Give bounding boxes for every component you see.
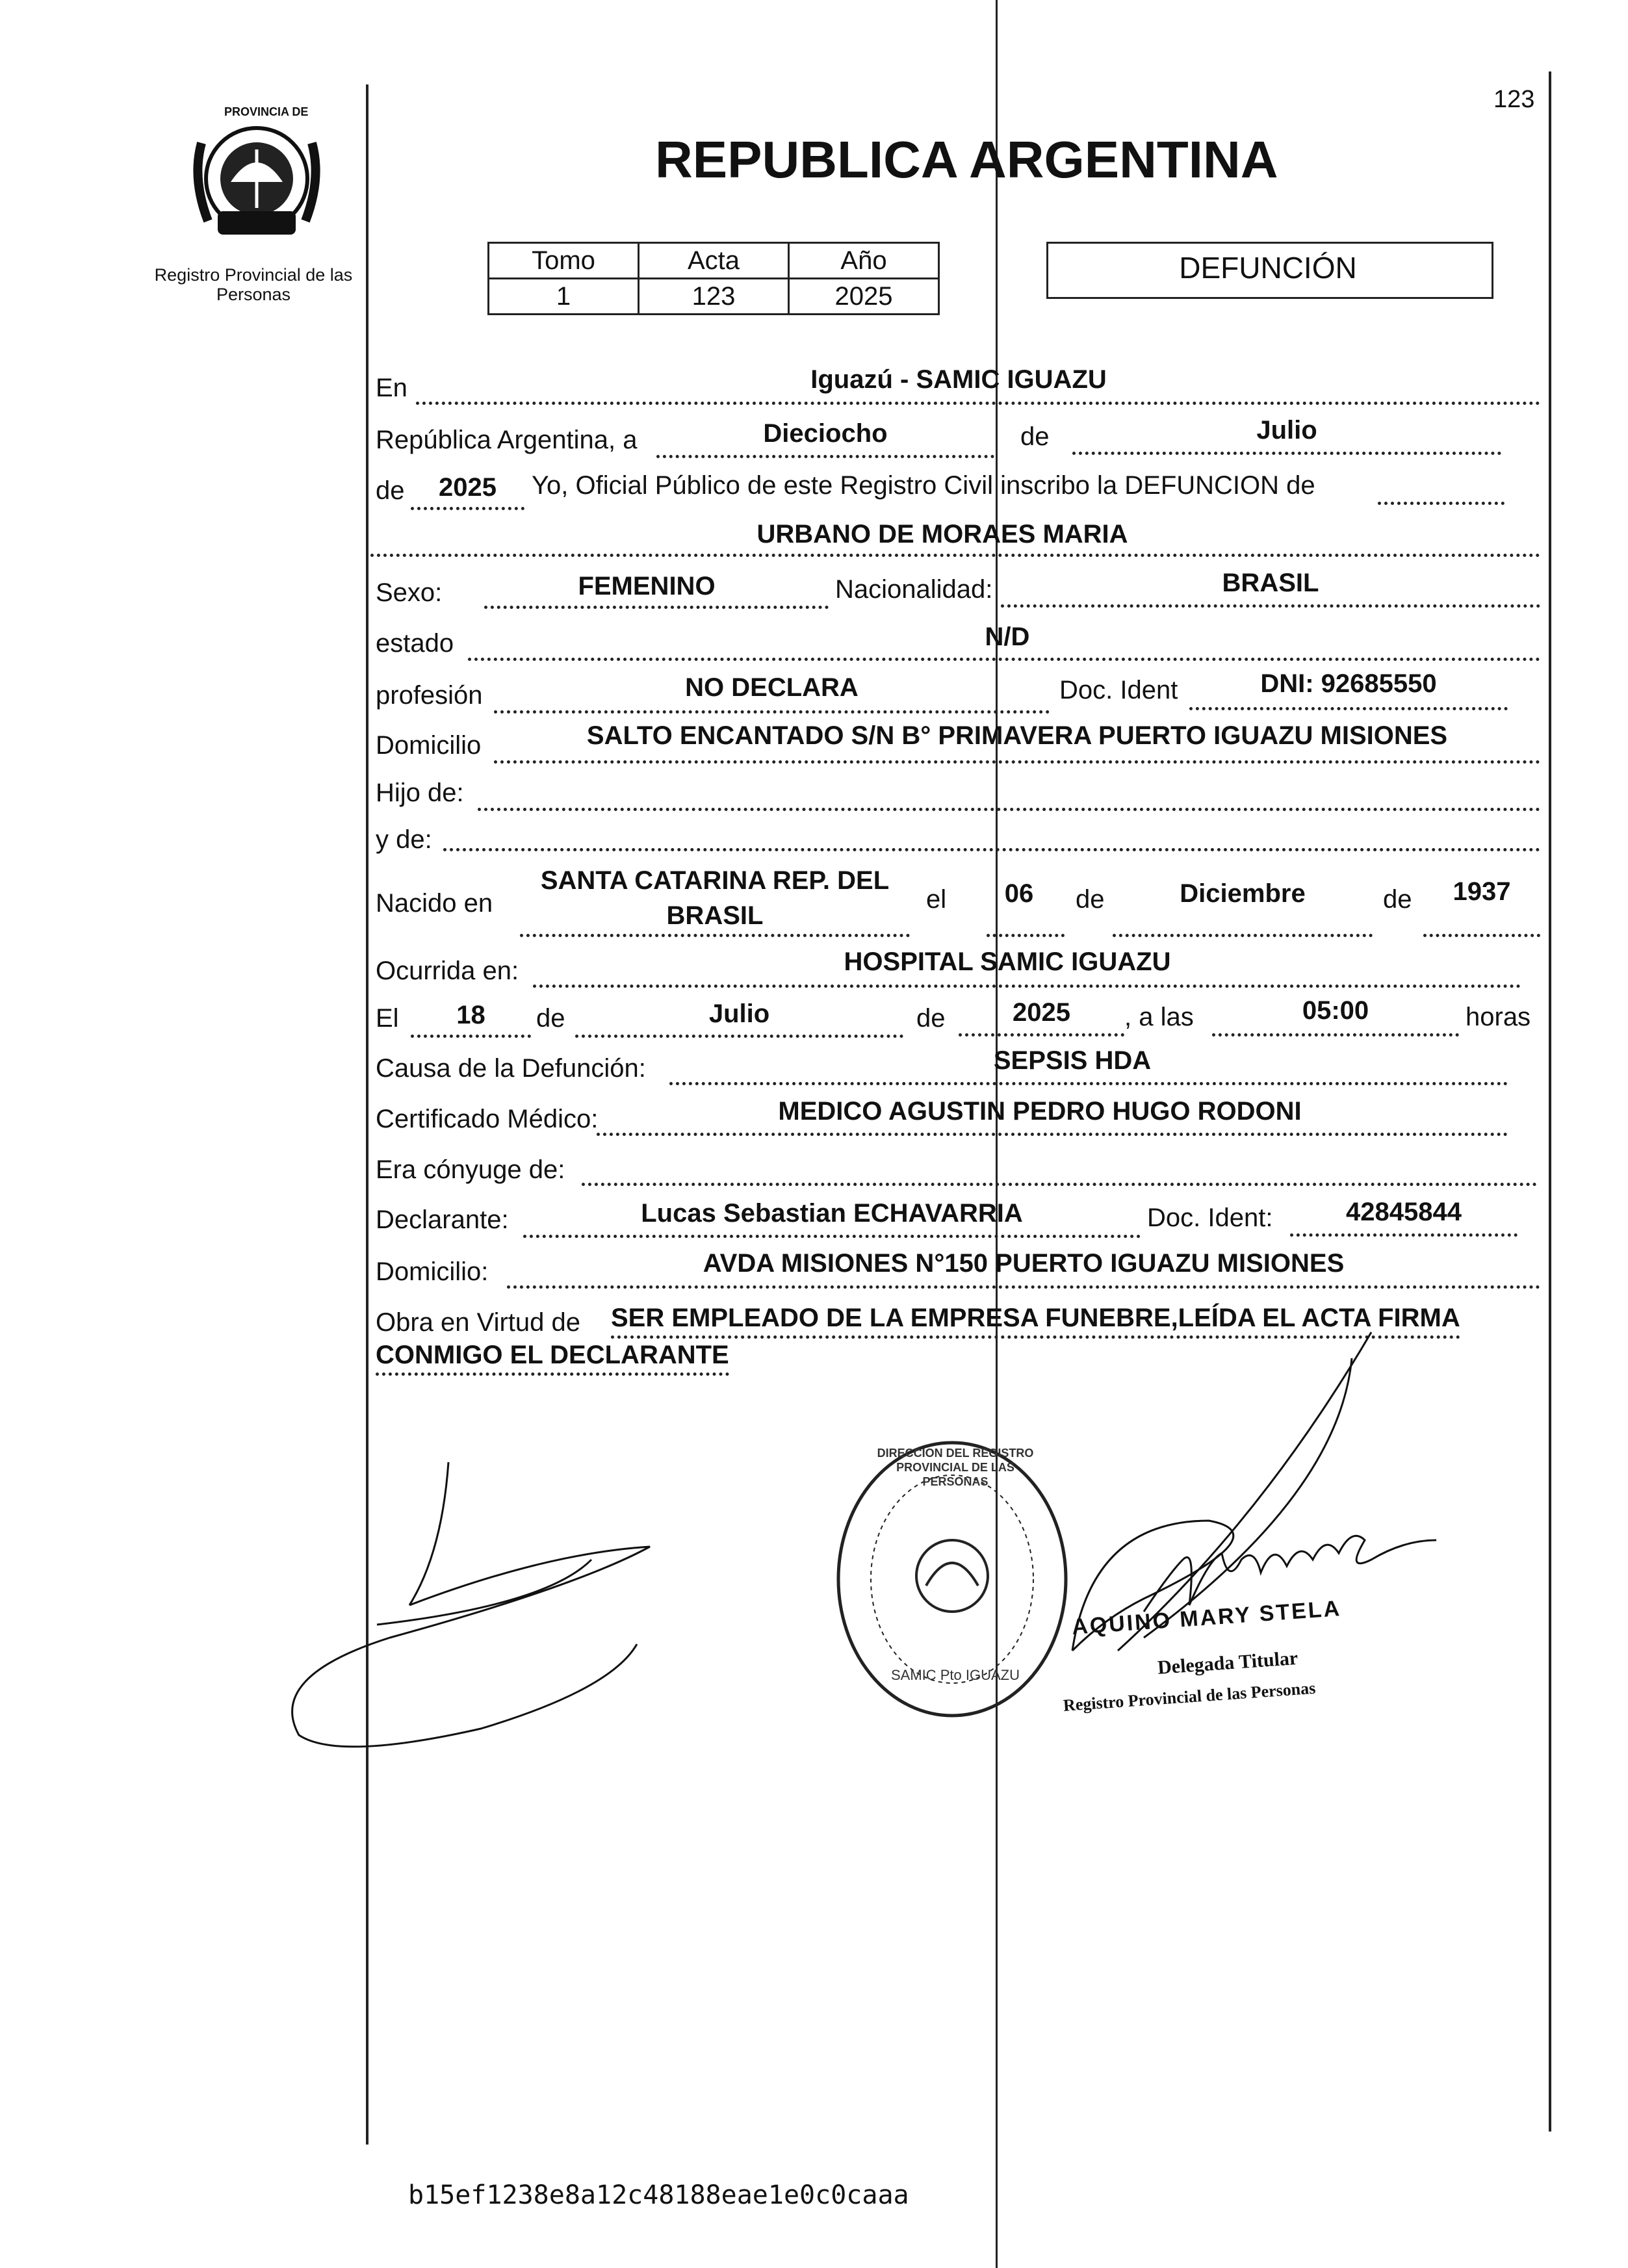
table-header: Tomo [489,243,639,279]
estado-label: estado [376,629,454,658]
decl-doc-value: 42845844 [1346,1198,1462,1226]
causa-value: SEPSIS HDA [993,1046,1152,1075]
profesion-label: profesión [376,681,483,710]
nacionalidad-label: Nacionalidad: [835,575,993,604]
ocurrida-label: Ocurrida en: [376,957,519,985]
profesion-value: NO DECLARA [685,673,859,702]
declarante-line [523,1235,1141,1238]
month-value: Julio [1256,416,1317,445]
hijo-label: Hijo de: [376,779,464,807]
table-cell: 1 [489,279,639,315]
en-value: Iguazú - SAMIC IGUAZU [810,365,1107,394]
logo-caption: Registro Provincial de las Personas [154,265,353,304]
birth-de2-label: de [1383,885,1412,914]
el2-label: El [376,1004,399,1033]
table-header: Año [789,243,939,279]
right-margin-line [1549,71,1551,2132]
decl-dom-value: AVDA MISIONES N°150 PUERTO IGUAZU MISIONES [703,1249,1345,1278]
official-name: AQUINO MARY STELA [1071,1596,1343,1640]
nacido-line1: SANTA CATARINA REP. DEL [540,866,890,895]
declarant-signature [286,1456,702,1755]
nacido-line2: BRASIL [666,901,764,930]
doc-value: DNI: 92685550 [1260,669,1437,698]
page-title: REPUBLICA ARGENTINA [655,131,1278,188]
doc-line [1189,707,1508,710]
birth-day: 06 [1004,879,1034,908]
logo-seal-bottom-text: MISIONES [218,234,288,250]
nacido-line [520,934,910,937]
causa-label: Causa de la Defunción: [376,1054,646,1083]
en-label: En [376,374,407,402]
death-de2-label: de [916,1004,946,1033]
profesion-line [494,710,1050,714]
cert-value: MEDICO AGUSTIN PEDRO HUGO RODONI [778,1097,1302,1126]
domicilio-line [494,760,1540,764]
day-line [656,455,994,458]
conyuge-line [582,1183,1537,1186]
seal-text: DIRECCION DEL REGISTRO PROVINCIAL DE LAS PERSONAS [877,1447,1034,1488]
estado-value: N/D [985,623,1030,651]
doc-label: Doc. Ident [1059,676,1178,704]
table-cell: 123 [639,279,789,315]
ocurrida-value: HOSPITAL SAMIC IGUAZU [844,947,1171,976]
conyuge-label: Era cónyuge de: [376,1155,565,1184]
death-year-line [959,1033,1124,1037]
death-de-label: de [536,1004,565,1033]
sexo-value: FEMENINO [578,572,716,600]
year-value: 2025 [439,473,497,502]
birth-day-line [987,934,1065,937]
birth-de-label: de [1076,885,1105,914]
sexo-line [484,606,829,609]
month-line [1072,452,1501,455]
alas-label: , a las [1124,1003,1194,1031]
decl-doc-line [1290,1233,1518,1237]
hijo-line [478,808,1540,811]
nacionalidad-value: BRASIL [1222,569,1319,597]
nacido-label: Nacido en [376,889,493,918]
domicilio-value: SALTO ENCANTADO S/N B° PRIMAVERA PUERTO IGUAZU MISIONES [586,721,1448,750]
birth-month: Diciembre [1180,879,1306,908]
causa-line [669,1082,1508,1085]
day-words: Dieciocho [763,419,888,448]
obra-label: Obra en Virtud de [376,1308,581,1337]
de-year-label: de [376,476,405,505]
birth-year: 1937 [1453,877,1511,906]
death-day: 18 [456,1001,485,1029]
registry-table [487,242,940,315]
death-month: Julio [708,999,770,1028]
decl-dom-label: Domicilio: [376,1257,489,1286]
sexo-label: Sexo: [376,578,443,607]
inscribe-text: Yo, Oficial Público de este Registro Civil inscribo la DEFUNCION de [532,471,1315,500]
en-line [416,402,1540,405]
cert-line [597,1133,1508,1136]
domicilio-label: Domicilio [376,731,482,760]
el-label: el [926,885,947,914]
rep-label: República Argentina, a [376,426,638,454]
cert-label: Certificado Médico: [376,1105,599,1133]
page-number: 123 [1493,86,1535,113]
logo-seal-top-text: PROVINCIA DE [224,105,309,118]
obra-line2: CONMIGO EL DECLARANTE [376,1341,729,1376]
official-role: Delegada Titular [1157,1647,1299,1679]
birth-year-line [1423,934,1540,937]
horas-label: horas [1466,1003,1531,1031]
decl-doc-label: Doc. Ident: [1147,1204,1273,1232]
year-line [411,507,524,510]
left-margin-line [366,84,368,2145]
act-type: DEFUNCIÓN [1179,251,1357,285]
de-label: de [1020,422,1050,451]
obra-line1: SER EMPLEADO DE LA EMPRESA FUNEBRE,LEÍDA EL ACTA FIRMA [611,1304,1460,1339]
death-time-line [1212,1033,1459,1037]
ocurrida-line [533,985,1521,988]
official-office: Registro Provincial de las Personas [1063,1678,1317,1715]
decl-dom-line [507,1285,1540,1289]
table-cell: 2025 [789,279,939,315]
birth-month-line [1113,934,1373,937]
nacionalidad-line [1001,604,1540,608]
seal-inner-text: SAMIC Pto IGUAZU [890,1667,1020,1683]
inscribe-line [1378,502,1505,505]
death-year: 2025 [1013,998,1070,1027]
province-logo [185,104,328,253]
document-hash: b15ef1238e8a12c48188eae1e0c0caaa [408,2180,909,2210]
death-time: 05:00 [1302,996,1369,1025]
name-line [370,554,1540,557]
yde-label: y de: [376,825,432,854]
death-day-line [411,1035,531,1038]
declarante-value: Lucas Sebastian ECHAVARRIA [641,1199,1023,1228]
declarante-label: Declarante: [376,1205,509,1234]
table-header: Acta [639,243,789,279]
death-month-line [575,1035,903,1038]
estado-line [468,658,1540,661]
deceased-name: URBANO DE MORAES MARIA [756,520,1128,548]
yde-line [443,848,1540,851]
